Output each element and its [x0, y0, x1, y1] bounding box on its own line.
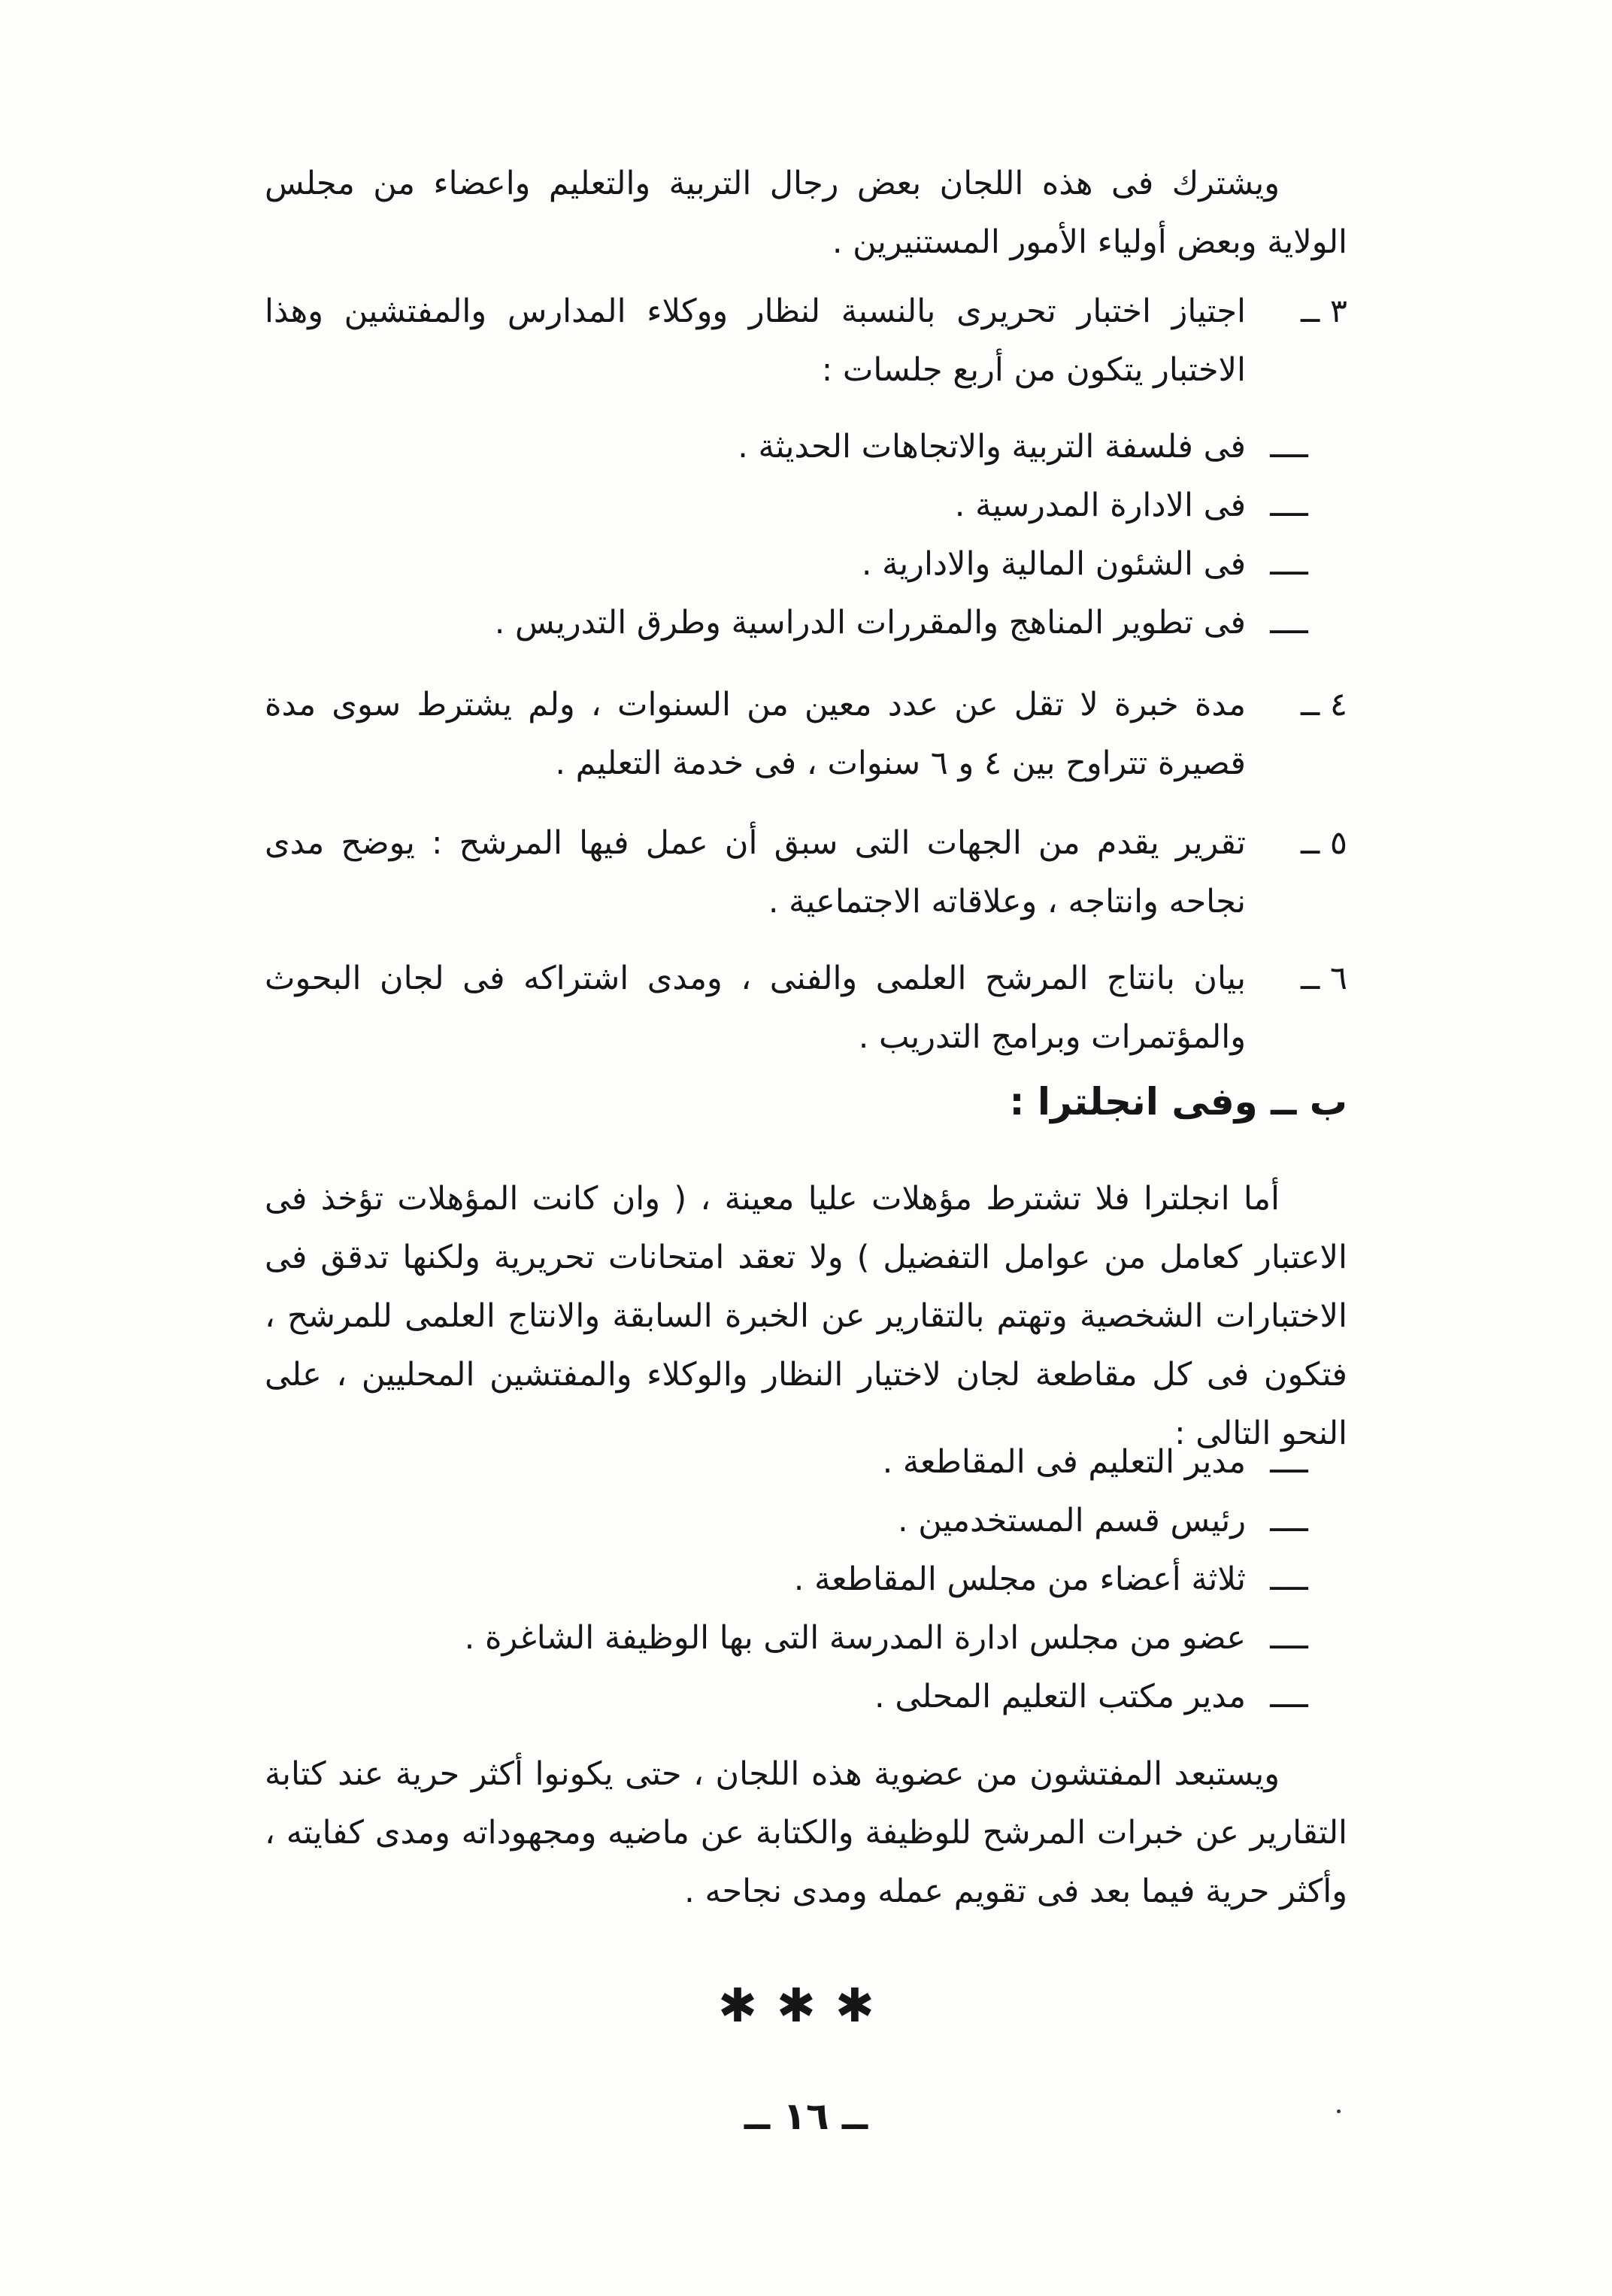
committee-member-text-3: ثلاثة أعضاء من مجلس المقاطعة . [793, 1560, 1246, 1598]
committee-member-text-5: مدير مكتب التعليم المحلى . [874, 1678, 1246, 1715]
session-text-3: فى الشئون المالية والادارية . [861, 545, 1246, 583]
dash-marker: ــــ [1270, 428, 1308, 466]
session-text-4: فى تطوير المناهج والمقررات الدراسية وطرق التدريس . [494, 604, 1246, 641]
list-item-5 [265, 814, 1347, 931]
dash-marker: ــــ [1270, 1502, 1308, 1539]
sessions-list [265, 417, 1347, 652]
list-item-6 [265, 949, 1347, 1066]
dash-marker: ــــ [1270, 604, 1308, 641]
dash-marker: ــــ [1270, 487, 1308, 524]
intro-paragraph: ويشترك فى هذه اللجان بعض رجال التربية والتعليم واعضاء من مجلس الولاية وبعض أولياء الأمور المستنيرين . [265, 165, 1347, 261]
session-item-2 [265, 476, 1347, 535]
item-text-6: بيان بانتاج المرشح العلمى والفنى ، ومدى اشتراكه فى لجان البحوث والمؤتمرات وبرامج التدريب . [265, 960, 1246, 1056]
item-number-6: ٦ ــ [1301, 960, 1347, 997]
committee-member-5 [265, 1667, 1347, 1726]
committee-member-2 [265, 1491, 1347, 1550]
page-number: ــ ١٦ ــ [744, 2094, 868, 2138]
committee-member-4 [265, 1609, 1347, 1667]
session-item-4 [265, 593, 1347, 652]
committee-members-list [265, 1433, 1347, 1726]
dash-marker: ــــ [1270, 1443, 1308, 1481]
england-paragraph: أما انجلترا فلا تشترط مؤهلات عليا معينة ، ( وان كانت المؤهلات تؤخذ فى الاعتبار كعامل من عوامل التفضيل ) ولا تعقد امتحانات تحريرية ولكنها تدقق فى الاختبارات الشخصية وتهتم بالتقارير عن الخبرة السابقة والانتاج العلمى للمرشح ، فتكون فى كل مقاطعة لجان لاختيار النظار والوكلاء والمفتشين المحليين ، على النحو التالى : [265, 1180, 1347, 1452]
item-number-3: ٣ ــ [1301, 293, 1347, 330]
item-text-4: مدة خبرة لا تقل عن عدد معين من السنوات ، ولم يشترط سوى مدة قصيرة تتراوح بين ٤ و ٦ سنوات ، فى خدمة التعليم . [265, 686, 1246, 782]
committee-member-text-2: رئيس قسم المستخدمين . [897, 1502, 1246, 1539]
committee-member-1 [265, 1433, 1347, 1491]
session-text-1: فى فلسفة التربية والاتجاهات الحديثة . [738, 428, 1246, 466]
item-text-5: تقرير يقدم من الجهات التى سبق أن عمل فيها المرشح : يوضح مدى نجاحه وانتاجه ، وعلاقاته الاجتماعية . [265, 824, 1246, 921]
scan-speck [1337, 2109, 1341, 2113]
item-number-4: ٤ ــ [1301, 686, 1347, 723]
separator-stars: ✱✱✱ [718, 1978, 894, 2033]
england-paragraph-block [265, 1169, 1347, 1463]
list-item-3 [265, 282, 1347, 399]
item-number-5: ٥ ــ [1301, 824, 1347, 862]
item-text-3: اجتياز اختبار تحريرى بالنسبة لنظار ووكلاء المدارس والمفتشين وهذا الاختبار يتكون من أربع جلسات : [265, 293, 1246, 389]
list-item-4 [265, 675, 1347, 793]
committee-member-3 [265, 1550, 1347, 1609]
session-item-3 [265, 535, 1347, 593]
dash-marker: ــــ [1270, 1560, 1308, 1598]
dash-marker: ــــ [1270, 1619, 1308, 1657]
dash-marker: ــــ [1270, 545, 1308, 583]
closing-paragraph-block [265, 1745, 1347, 1921]
section-heading-england: ب ــ وفى انجلترا : [1009, 1080, 1347, 1124]
intro-paragraph-block [265, 154, 1347, 271]
committee-member-text-4: عضو من مجلس ادارة المدرسة التى بها الوظيفة الشاغرة . [464, 1619, 1246, 1657]
closing-paragraph: ويستبعد المفتشون من عضوية هذه اللجان ، حتى يكونوا أكثر حرية عند كتابة التقارير عن خبرات المرشح للوظيفة والكتابة عن ماضيه ومجهوداته ومدى كفايته ، وأكثر حرية فيما بعد فى تقويم عمله ومدى نجاحه . [265, 1755, 1347, 1910]
session-item-1 [265, 417, 1347, 476]
session-text-2: فى الادارة المدرسية . [954, 487, 1246, 524]
dash-marker: ــــ [1270, 1678, 1308, 1715]
committee-member-text-1: مدير التعليم فى المقاطعة . [882, 1443, 1246, 1481]
